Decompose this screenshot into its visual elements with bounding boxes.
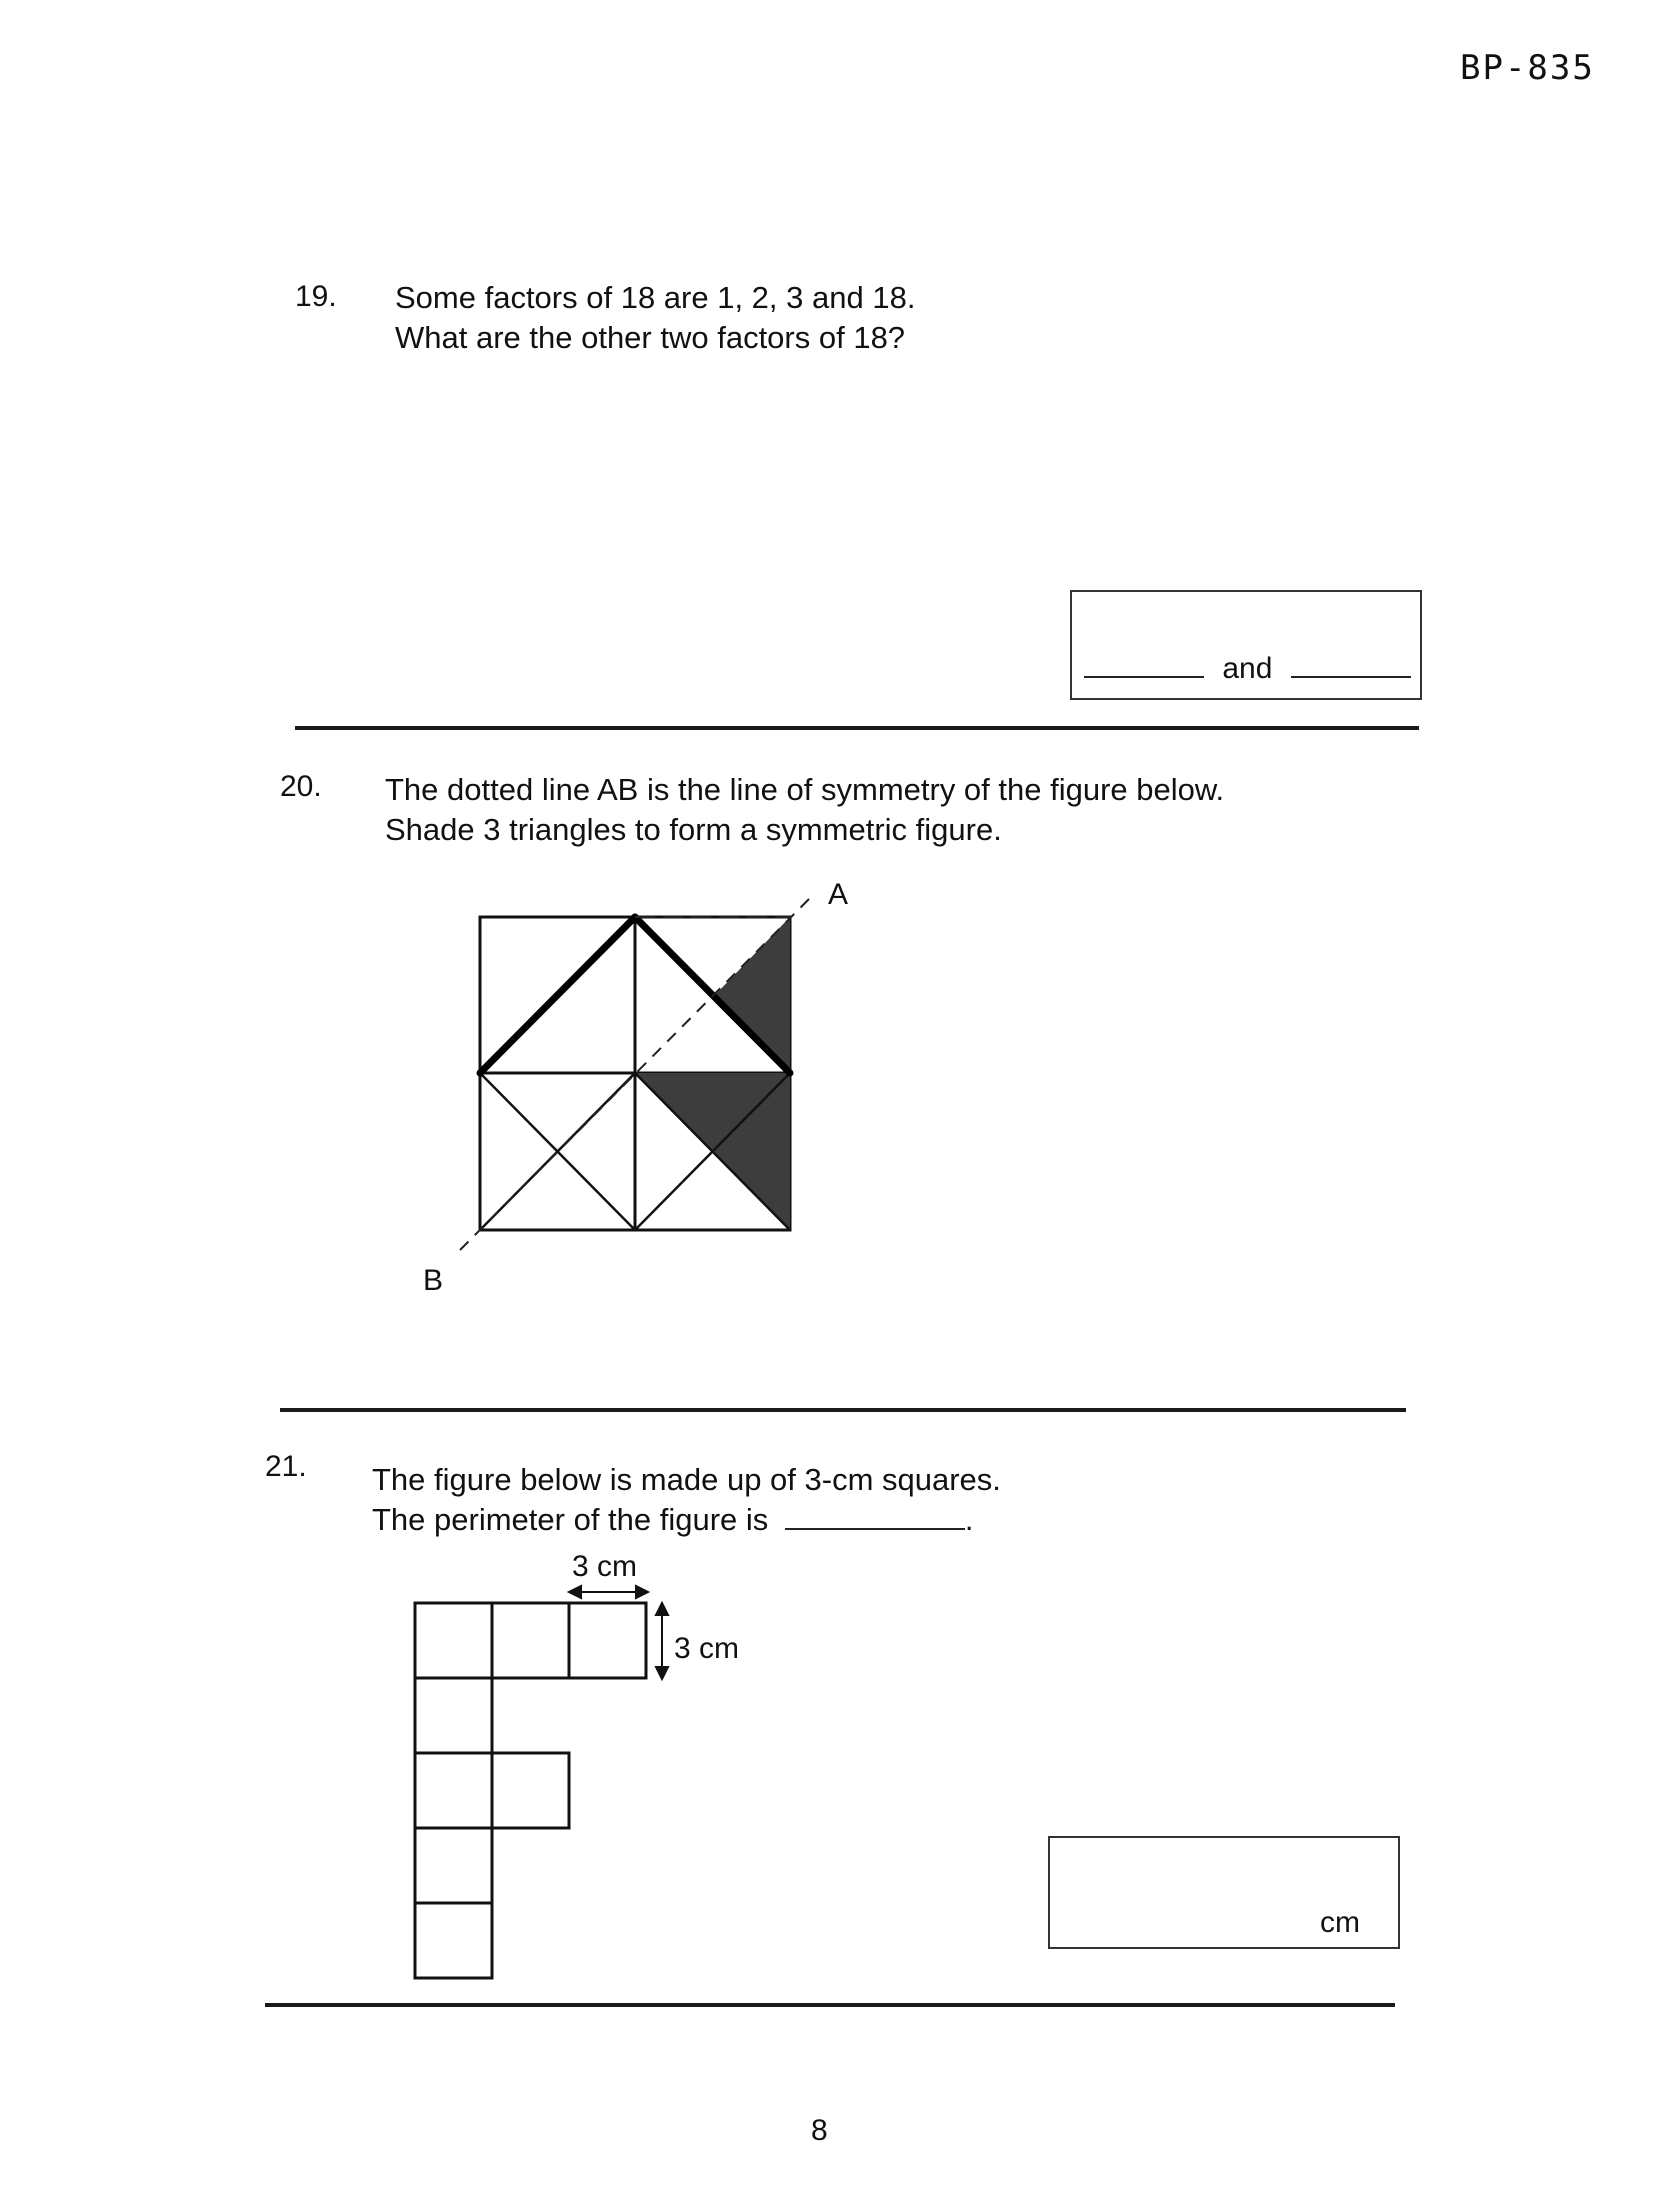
arrow-up-icon: [656, 1603, 668, 1615]
page-number: 8: [811, 2114, 828, 2147]
square: [415, 1828, 492, 1903]
answer-unit: cm: [1320, 1906, 1360, 1939]
answer-joiner: and: [1222, 652, 1273, 685]
arrow-down-icon: [656, 1667, 668, 1679]
section-divider: [265, 2003, 1395, 2007]
width-label: 3 cm: [572, 1550, 638, 1583]
label-a: A: [828, 878, 849, 911]
square: [569, 1603, 646, 1678]
question-19-line-1: Some factors of 18 are 1, 2, 3 and 18.: [395, 280, 916, 315]
square: [415, 1678, 492, 1753]
question-20-line-2: Shade 3 triangles to form a symmetric figure.: [385, 812, 1002, 847]
height-label: 3 cm: [674, 1632, 740, 1665]
square: [415, 1603, 492, 1678]
question-21-answer-box[interactable]: [1048, 1836, 1400, 1949]
label-b: B: [423, 1264, 444, 1297]
question-21-number: 21.: [265, 1450, 307, 1483]
arrow-right-icon: [636, 1586, 648, 1598]
square: [415, 1753, 492, 1828]
document-code: BP-835: [1460, 48, 1595, 88]
square: [492, 1603, 569, 1678]
question-21-line-2: The perimeter of the figure is .: [372, 1502, 974, 1537]
question-20-line-1: The dotted line AB is the line of symmetry of the figure below.: [385, 772, 1225, 807]
question-20-number: 20.: [280, 770, 322, 803]
question-19-number: 19.: [295, 280, 337, 313]
square: [492, 1753, 569, 1828]
question-21-line-1: The figure below is made up of 3-cm squares.: [372, 1462, 1001, 1497]
question-21-line-2-text: The perimeter of the figure is: [372, 1502, 769, 1537]
square: [415, 1903, 492, 1978]
question-19-line-2: What are the other two factors of 18?: [395, 320, 906, 355]
arrow-left-icon: [569, 1586, 581, 1598]
